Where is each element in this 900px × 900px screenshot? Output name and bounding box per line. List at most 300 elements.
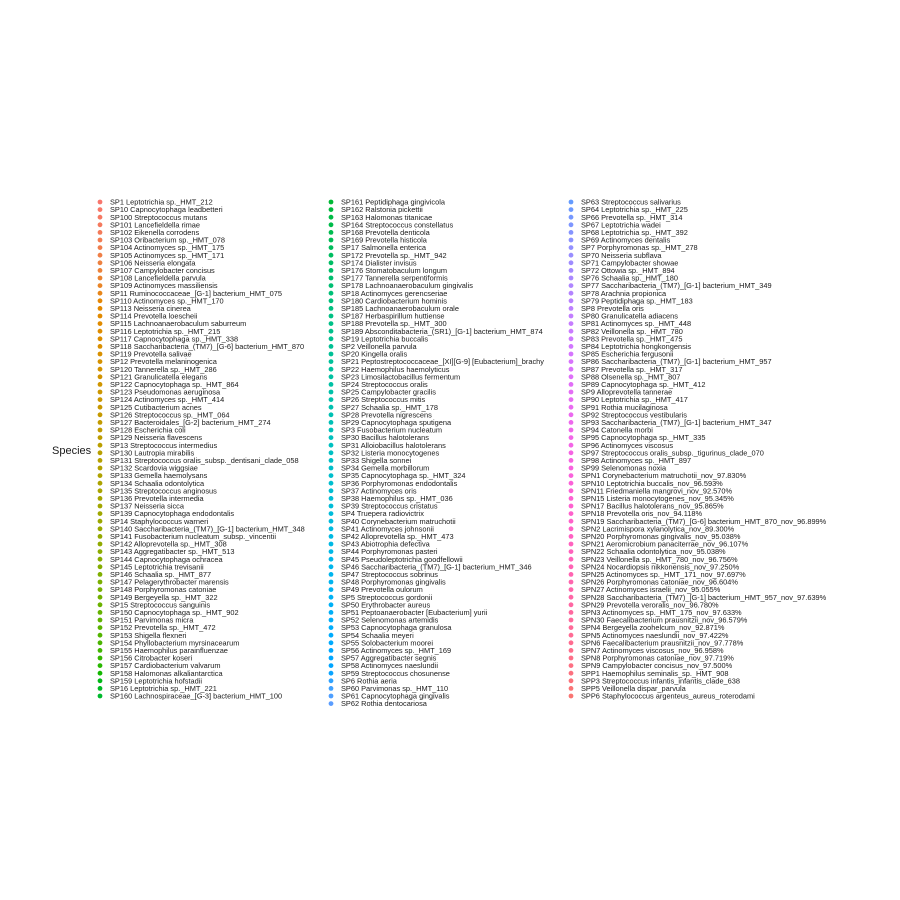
legend-entry-label: SP69 Actinomyces dentalis [581,235,671,245]
legend-entry-label: SP17 Salmonella enterica [341,243,427,253]
legend-entry-label: SP116 Leptotrichia sp._HMT_215 [110,326,221,336]
legend-key-point [98,549,103,554]
legend-key-point [569,640,574,645]
legend-key-point [98,352,103,357]
legend-entry-label: SP4 Trueperа radiovictrix [341,509,424,519]
legend-key-point [98,306,103,311]
legend-entry-label: SP31 Alloiobacillus halotolerans [341,440,446,450]
legend-key-point [569,352,574,357]
legend-entry-label: SP22 Haemophilus haemolyticus [341,364,450,374]
legend-key-point [329,245,334,250]
legend-key-point [329,549,334,554]
legend-entry-label: SP13 Streptococcus intermedius [110,440,218,450]
legend-entry-label: SP84 Leptotrichia hongkongensis [581,342,692,351]
legend-key-point [98,238,103,243]
legend-key-point [98,200,103,205]
legend-key-point [98,321,103,326]
legend-entry-label: SP100 Streptococcus mutans [110,212,208,222]
legend-entry-label: SP99 Selenomonas noxia [581,463,667,473]
legend-entry-label: SP14 Staphylococcus warneri [110,516,209,526]
legend-entry-label: SP54 Schaalia meyeri [341,630,414,640]
legend-entry-label: SP47 Streptococcus sobrinus [341,570,438,579]
legend-entry-label: SP161 Peptidiphaga gingivicola [341,197,445,207]
legend-entry-label: SP6 Rothia aeria [341,676,397,686]
legend-key-point [329,534,334,539]
legend-entry-label: SP149 Bergeyella sp._HMT_322 [110,592,218,602]
legend-key-point [98,276,103,281]
legend-entry-label: SP117 Capnocytophaga sp._HMT_338 [110,334,239,344]
legend-key-point [98,314,103,319]
legend-entry-label: SPN18 Prevotella oris_nov_94.118% [581,509,703,519]
legend-entry-label: SP58 Actinomyces naeslundii [341,661,438,671]
legend-key-point [329,283,334,288]
legend-key-point [329,314,334,319]
legend-key-point [329,473,334,478]
legend-entry-label: SP102 Eikenella corrodens [110,228,200,237]
legend-key-point [98,542,103,547]
legend-entry-label: SP151 Parvimonas micra [110,615,194,625]
legend-key-point [98,648,103,653]
legend-key-point [98,230,103,235]
legend-key-point [329,352,334,357]
legend-key-point [569,450,574,455]
legend-key-point [569,253,574,258]
legend-entry-label: SP128 Escherichia coli [110,425,186,435]
legend-key-point [98,678,103,683]
legend-entry-label: SP76 Schaalia sp._HMT_180 [581,273,678,283]
legend-key-point [329,610,334,615]
legend-key-point [329,200,334,205]
legend-key-point [98,382,103,387]
legend-entry-label: SP120 Tannerella sp._HMT_286 [110,364,217,374]
legend-key-point [329,405,334,410]
legend-key-point [569,481,574,486]
legend-entry-label: SP106 Neisseria elongata [110,258,196,268]
legend-entry-label: SPP6 Staphylococcus argenteus_aureus_roterodami [581,691,755,701]
legend-entry-label: SP121 Granulicatella elegans [110,372,208,382]
legend-entry-label: SP110 Actinomyces sp._HMT_170 [110,296,224,306]
legend-entry-label: SP134 Schaalia odontolytica [110,478,205,488]
legend-entry-label: SP142 Alloprevotella sp._HMT_308 [110,539,227,549]
legend-entry-label: SP172 Prevotella sp._HMT_942 [341,250,447,260]
legend-key-point [329,412,334,417]
legend-entry-label: SP178 Lachnoanaerobaculum gingivalis [341,281,473,291]
legend-entry-label: SP35 Capnocytophaga sp._HMT_324 [341,471,466,481]
legend-key-point [329,230,334,235]
legend-entry-label: SP160 Lachnospiraceae_[G-3] bacterium_HMT_100 [110,691,283,701]
legend-entry-label: SP124 Actinomyces sp._HMT_414 [110,395,225,405]
legend-entry-label: SP11 Ruminococcaceae_[G-1] bacterium_HMT_075 [110,288,282,298]
legend-entry-label: SPN11 Friedmaniella mangrovi_nov_92.570% [581,486,733,496]
legend-entry-label: SPP5 Veillonella dispar_parvula [581,684,686,693]
legend-entry-label: SP30 Bacillus halotolerans [341,433,429,443]
legend-entry-label: SP23 Limosilactobacillus fermentum [341,372,461,382]
legend-key-point [569,260,574,265]
legend-entry-label: SP7 Porphyromonas sp._HMT_278 [581,243,698,253]
legend-key-point [569,200,574,205]
legend-key-point [329,595,334,600]
legend-key-point [329,625,334,630]
legend-entry-label: SP115 Lachnoanaerobaculum saburreum [110,319,247,329]
legend-entry-label: SP81 Actinomyces sp._HMT_448 [581,319,692,329]
legend-key-point [329,602,334,607]
legend-key-point [329,504,334,509]
legend-entry-label: SPN19 Saccharibacteria_(TM7)_[G-6] bacterium_HMT_870_nov_96.899% [581,516,827,526]
legend-key-point [329,633,334,638]
legend-entry-label: SP145 Leptotrichia trevisanii [110,562,204,572]
legend-key-point [98,656,103,661]
legend-key-point [329,329,334,334]
legend-key-point [98,534,103,539]
legend-key-point [569,215,574,220]
legend-entry-label: SP125 Cutibacterium acnes [110,402,202,412]
legend-key-point [329,238,334,243]
legend-entry-label: SPN15 Listeria monocytogenes_nov_95.345% [581,494,734,503]
legend-entry-label: SP49 Prevotella oulorum [341,585,423,595]
legend-key-point [329,572,334,577]
legend-key-point [98,253,103,258]
legend-key-point [98,336,103,341]
legend-entry-label: SP77 Saccharibacteria_(TM7)_[G-1] bacterium_HMT_349 [581,281,772,291]
legend-key-point [98,473,103,478]
legend-key-point [98,625,103,630]
legend-key-point [98,663,103,668]
legend-key-point [569,314,574,319]
legend-entry-label: SP89 Capnocytophaga sp._HMT_412 [581,380,706,389]
legend-key-point [329,481,334,486]
legend-key-point [98,610,103,615]
legend-entry-label: SP158 Halomonas alkaliantarctica [110,668,223,678]
legend-key-point [329,435,334,440]
legend-entry-label: SP97 Streptococcus oralis_subsp._tigurinus_clade_070 [581,448,764,458]
legend-entry-label: SP51 Peptoanaerobacter [Eubacterium] yurii [341,608,488,617]
legend-key-point [569,595,574,600]
legend-key-point [569,291,574,296]
legend-entry-label: SP71 Campylobacter showae [581,258,679,268]
legend-key-point [98,633,103,638]
legend-entry-label: SP118 Saccharibacteria_(TM7)_[G-6] bacterium_HMT_870 [110,342,305,351]
legend-key-point [569,458,574,463]
legend-entry-label: SP28 Prevotella nigrescens [341,410,432,420]
legend-key-point [329,678,334,683]
legend-entry-label: SPN25 Actinomyces sp._HMT_171_nov_97.697% [581,570,746,579]
legend-key-point [569,420,574,425]
legend-key-point [98,496,103,501]
legend-key-point [98,298,103,303]
legend-key-point [329,648,334,653]
legend-entry-label: SP104 Actinomyces sp._HMT_175 [110,243,225,253]
legend-entry-label: SP63 Streptococcus salivarius [581,197,681,207]
legend-entry-label: SP41 Actinomyces johnsonii [341,524,434,534]
legend-key-point [329,663,334,668]
legend-key-point [329,443,334,448]
legend-entry-label: SP46 Saccharibacteria_(TM7)_[G-1] bacterium_HMT_346 [341,562,532,572]
legend-key-point [98,481,103,486]
legend-key-point [569,526,574,531]
legend-entry-label: SP83 Prevotella sp._HMT_475 [581,334,683,344]
legend-key-point [569,694,574,699]
legend-key-point [98,245,103,250]
legend-key-point [329,291,334,296]
legend-key-point [569,276,574,281]
legend-key-point [98,488,103,493]
legend-entry-label: SP189 Absconditabacteria_(SR1)_[G-1] bacterium_HMT_874 [341,326,543,336]
legend-key-point [329,526,334,531]
legend-entry-label: SP9 Alloprevotella tannerae [581,387,673,397]
legend-key-point [98,602,103,607]
legend-entry-label: SPN2 Lacrimispora xylanolytica_nov_89.300% [581,524,735,534]
legend-entry-label: SP176 Stomatobaculum longum [341,266,447,275]
legend-key-point [569,633,574,638]
legend-entry-label: SP126 Streptococcus sp._HMT_064 [110,410,230,420]
legend-entry-label: SPN24 Nocardiopsis nikkonensis_nov_97.250% [581,562,740,572]
legend-entry-label: SP187 Herbaspirillum huttiense [341,311,445,321]
legend-entry-label: SP147 Pelagerythrobacter marensis [110,577,229,587]
legend-entry-label: SP60 Parvimonas sp._HMT_110 [341,684,449,693]
legend-key-point [98,504,103,509]
legend-key-point [329,587,334,592]
legend-entry-label: SP67 Leptotrichia wadei [581,220,661,230]
legend-entry-label: SP140 Saccharibacteria_(TM7)_[G-1] bacterium_HMT_348 [110,524,305,534]
legend-key-point [98,291,103,296]
legend-key-point [569,488,574,493]
legend-entry-label: SP153 Shigella flexneri [110,630,187,640]
legend-key-point [329,207,334,212]
legend-entry-label: SP155 Haemophilus parainfluenzae [110,646,228,655]
legend-entry-label: SP24 Streptococcus oralis [341,380,428,389]
legend-entry-label: SPN23 Veillonella sp._HMT_780_nov_96.756% [581,554,738,564]
legend-key-point [329,344,334,349]
legend-key-point [569,519,574,524]
legend-key-point [98,458,103,463]
legend-entry-label: SP130 Lautropia mirabilis [110,448,195,458]
legend-entry-label: SPN4 Bergeyella zoohelcum_nov_92.871% [581,623,725,633]
legend-key-point [569,359,574,364]
legend-key-point [98,618,103,623]
legend-key-point [569,443,574,448]
legend-entry-label: SPN1 Corynebacterium matruchotii_nov_97.830% [581,471,747,481]
legend-key-point [569,466,574,471]
legend-entry-label: SP48 Porphyromonas gingivalis [341,577,446,587]
legend-key-point [569,542,574,547]
legend-entry-label: SPN21 Aeromicrobium panaciterrae_nov_96.107% [581,539,749,549]
legend-key-point [569,671,574,676]
legend-key-point [98,694,103,699]
legend-entry-label: SP55 Solobacterium moorei [341,638,434,648]
legend-entry-label: SP88 Olsenella sp._HMT_807 [581,372,681,382]
legend-key-point [569,412,574,417]
legend-key-point [329,298,334,303]
legend-key-point [329,260,334,265]
legend-entry-label: SPN6 Faecalibacterium prausnitzii_nov_97.778% [581,638,744,648]
legend-entry-label: SP20 Kingella oralis [341,349,408,359]
legend-key-point [329,306,334,311]
legend-key-point [329,336,334,341]
legend-key-point [569,321,574,326]
legend-entry-label: SP94 Catonella morbi [581,425,653,435]
legend-entry-label: SP157 Cardiobacterium valvarum [110,661,221,671]
legend-entry-label: SPN20 Porphyromonas gingivalis_nov_95.038% [581,532,741,541]
legend-key-point [98,587,103,592]
legend-key-point [569,587,574,592]
legend-entry-label: SP164 Streptococcus constellatus [341,220,454,230]
legend-key-point [98,443,103,448]
legend-entry-label: SP26 Streptococcus mitis [341,395,426,405]
legend-key-point [569,557,574,562]
legend-key-point [98,207,103,212]
legend-entry-label: SP152 Prevotella sp._HMT_472 [110,623,216,633]
legend-key-point [329,496,334,501]
legend-entry-label: SP40 Corynebacterium matruchotii [341,516,456,526]
legend-entry-label: SP180 Cardiobacterium hominis [341,296,447,306]
legend-key-point [329,253,334,258]
legend-key-point [98,359,103,364]
legend-key-point [329,580,334,585]
legend-key-point [569,390,574,395]
legend-entry-label: SP19 Leptotrichia buccalis [341,334,429,344]
legend-entry-label: SP105 Actinomyces sp._HMT_171 [110,250,225,260]
legend-entry-label: SP80 Granulicatella adiacens [581,311,678,321]
legend-key-point [98,367,103,372]
legend-entry-label: SPN7 Actinomyces viscosus_nov_96.958% [581,646,724,655]
legend-entry-label: SP70 Neisseria subflava [581,250,662,260]
legend-key-point [329,542,334,547]
legend-key-point [98,260,103,265]
legend-key-point [569,473,574,478]
legend-key-point [329,564,334,569]
legend-key-point [98,519,103,524]
legend-entry-label: SP148 Porphyromonas catoniae [110,585,217,595]
legend-entry-label: SP109 Actinomyces massiliensis [110,281,218,291]
legend-key-point [329,397,334,402]
legend-key-point [98,435,103,440]
legend-entry-label: SP43 Abiotrophia defectiva [341,539,430,549]
legend-key-point [569,245,574,250]
legend-entry-label: SP10 Capnocytophaga leadbetteri [110,205,223,215]
legend-entry-label: SP8 Prevotella oris [581,304,644,313]
legend-entry-label: SP64 Leptotrichia sp._HMT_225 [581,205,688,215]
legend-key-point [98,428,103,433]
legend-entry-label: SP136 Prevotella intermedia [110,494,204,503]
legend-entry-label: SP156 Citrobacter koseri [110,653,193,663]
legend-entry-label: SP163 Halomonas titanicae [341,212,433,222]
legend-key-point [98,405,103,410]
legend-key-point [98,580,103,585]
legend-key-point [98,450,103,455]
legend-key-point [98,564,103,569]
legend-key-point [569,329,574,334]
legend-entry-label: SP93 Saccharibacteria_(TM7)_[G-1] bacterium_HMT_347 [581,418,772,427]
legend-key-point [569,207,574,212]
legend-entry-label: SP12 Prevotella melaninogenica [110,357,217,367]
legend-entry-label: SP169 Prevotella histicola [341,235,427,245]
legend-entry-label: SP18 Actinomyces gerencseriae [341,288,448,298]
legend-entry-label: SP137 Neisseria sicca [110,501,184,511]
legend-entry-label: SP132 Scardovia wiggsiae [110,463,198,473]
legend-entry-label: SP90 Leptotrichia sp._HMT_417 [581,395,688,405]
legend-entry-label: SP103 Oribacterium sp._HMT_078 [110,235,226,245]
legend-key-point [569,374,574,379]
legend-entry-label: SP122 Capnocytophaga sp._HMT_864 [110,380,239,389]
legend-entry-label: SP113 Neisseria cinerea [110,304,191,313]
legend-key-point [329,390,334,395]
legend-key-point [569,222,574,227]
legend-key-point [569,344,574,349]
legend-key-point [98,526,103,531]
legend-key-point [569,367,574,372]
legend-entry-label: SP5 Streptococcus gordonii [341,592,433,602]
legend-key-point [569,610,574,615]
legend-entry-label: SP174 Dialister invisus [341,258,417,268]
legend-key-point [569,678,574,683]
legend-entry-label: SP177 Tannerella serpentiformis [341,273,448,283]
legend-key-point [98,557,103,562]
legend-key-point [98,572,103,577]
legend-key-point [569,306,574,311]
legend-entry-label: SP139 Capnocytophaga endodontalis [110,509,235,519]
legend-entry-label: SPN17 Bacillus halotolerans_nov_95.865% [581,501,724,511]
legend-entry-label: SP62 Rothia dentocariosa [341,699,427,709]
legend-key-point [569,511,574,516]
legend-entry-label: SP131 Streptococcus oralis_subsp._dentisani_clade_058 [110,456,299,465]
legend-entry-label: SPN26 Porphyromonas catoniae_nov_96.604% [581,577,738,587]
legend-key-point [329,694,334,699]
legend-key-point [98,466,103,471]
legend-key-point [569,572,574,577]
legend-entry-label: SP114 Prevotella loescheii [110,311,198,321]
legend-entry-label: SP33 Shigella sonnei [341,456,412,465]
legend-entry-label: SPN10 Leptotrichia buccalis_nov_96.593% [581,478,723,488]
legend-entry-label: SP135 Streptococcus anginosus [110,486,217,496]
legend-entry-label: SPN9 Campylobacter concisus_nov_97.500% [581,661,733,671]
legend-key-point [569,405,574,410]
legend-entry-label: SPN29 Prevotella veroralis_nov_96.780% [581,600,719,610]
legend-entry-label: SP29 Capnocytophaga sputigena [341,418,452,427]
legend-entry-label: SP82 Veillonella sp._HMT_780 [581,326,683,336]
legend-key-point [329,686,334,691]
legend-entry-label: SP143 Aggregatibacter sp._HMT_513 [110,547,235,557]
legend-entry-label: SP127 Bacteroidales_[G-2] bacterium_HMT_274 [110,418,271,427]
legend-key-point [98,344,103,349]
legend-entry-label: SP150 Capnocytophaga sp._HMT_902 [110,608,239,617]
legend-entry-label: SP107 Campylobacter concisus [110,266,215,275]
legend-entry-label: SP52 Selenomonas artemidis [341,615,439,625]
legend-entry-label: SP119 Prevotella salivae [110,349,192,359]
legend-entry-label: SP57 Aggregatibacter segnis [341,653,437,663]
legend-key-point [329,488,334,493]
legend-entry-label: SP91 Rothia mucilaginosa [581,402,668,412]
legend-entry-label: SPP1 Haemophilus seminalis_sp._HMT_908 [581,668,729,678]
legend-key-point [569,656,574,661]
legend-entry-label: SP72 Ottowia sp._HMT_894 [581,266,675,275]
legend-key-point [329,511,334,516]
legend-entry-label: SP133 Gemella haemolysans [110,471,208,481]
legend-entry-label: SP87 Prevotella sp._HMT_317 [581,364,683,374]
legend-entry-label: SP162 Ralstonia pickettii [341,205,423,215]
legend-key-point [98,640,103,645]
legend-key-point [329,268,334,273]
legend-key-point [98,215,103,220]
legend-entry-label: SP79 Peptidiphaga sp._HMT_183 [581,296,693,306]
legend-key-point [569,238,574,243]
legend-key-point [569,534,574,539]
legend-entry-label: SP3 Fusobacterium nucleatum [341,425,443,435]
legend-key-point [98,283,103,288]
legend-entry-label: SP27 Schaalia sp._HMT_178 [341,402,438,412]
legend-key-point [569,580,574,585]
legend-key-point [98,374,103,379]
legend-key-point [329,701,334,706]
